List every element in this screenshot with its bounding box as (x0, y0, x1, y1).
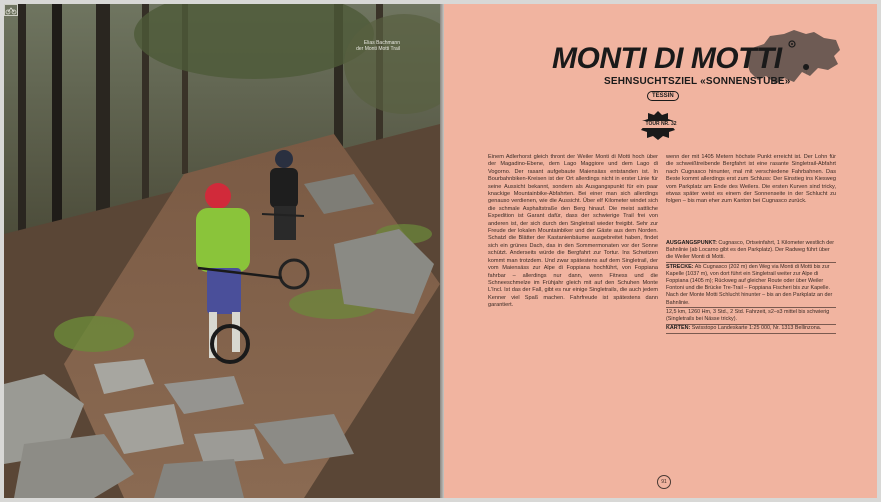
article-subtitle: SEHNSUCHTSZIEL «SONNENSTUBE» (604, 76, 791, 87)
photo-page (4, 4, 440, 498)
info-text: 12,5 km, 1260 Hm, 3 Std., 2 Std. Fahrzeit, s2–s3 mittel bis schwierig (Singletrails bei Nässe tricky). (666, 308, 830, 323)
article-page (444, 4, 877, 498)
tour-number-label: TOUR NR. 32 (640, 121, 682, 128)
article-title: MONTI DI MOTTI (552, 42, 782, 75)
info-text: Swisstopo Landeskarte 1:25 000, Nr. 1313 Bellinzona. (691, 325, 822, 332)
photo-credit-line-2: der Monti Motti Trail (356, 46, 400, 52)
info-text: Cugnasco, Ortseinfahrt, 1 Kilometer westlich der Bahnlinie (ab Locarno gibt es den Parkplatz). Der Radweg führt über die Weiler Monti di Motti. (666, 240, 835, 261)
article-column-left (488, 154, 658, 311)
info-row-stats (666, 309, 836, 325)
photo-credit-line-1: Elias Bachmann (363, 40, 400, 46)
info-label: AUSGANGSPUNKT: (666, 240, 717, 246)
info-label: STRECKE: (666, 263, 694, 270)
info-text: Ab Cugnasco (202 m) den Weg via Monti di Motti bis zur Kapelle (1037 m), von dort führt ein Singletrail weiter zur Alpe di Foppiana (1405 m); Rückweg auf gleicher Route oder über Weiler Fontoni und die Brücke Tre-Trail – Foppiana Fischeri bis zur Kapelle. Nach der Monte Motti Schlucht hinunter – bis an den Parkplatz an der Bahnlinie. (666, 263, 833, 306)
bikers-photo (4, 4, 440, 498)
info-row-maps (666, 325, 836, 334)
bike-logo-icon (4, 4, 18, 16)
info-row-route (666, 264, 836, 309)
region-tag: TESSIN (647, 91, 679, 101)
article-paragraph: Einem Adlerhorst gleich thront der Weiler Monti di Motti hoch über der Magadino-Ebene, dem Lago Maggiore und dem Lago di Vogorno. Der rasant aufgebaute Maiensäss entstanden ist. In Bourbahnbiken-Kreisen ist der Ort allerdings nicht in erster Linie für seine Aussicht bekannt, sondern als Ausgangspunkt für ein paar knackige Mountainbike-Abfahrten. Bei einer man sich allerdings genauso verdienen, wie die Aussicht. Über elf Kilometer windet sich die schmale Asphaltstraße den Berg hinauf. Die meist sattliche Expedition ist Garant dafür, dass der schwierige Trail frei von anderen ist, der sich durch den Singletrail wieder freigibt. Sehr zur Freude der lokalen Mountainbiker und der Gäste aus dem Norden. Schatzl die Blätter der Kastanienbäume ausgebreitet haben, findet sich ein grünes Dach, das in den Sommermonaten vor der Sonne schützt. Anderseits würde die Bergfahrt zur Tortur. Ins Schwitzen kommt man trotzdem. Und zwar spätestens auf dem Singletrail, der vom Maiensäss zur Alpe di Foppiana hochführt, von Foppiana fahrbar – allerdings nur dann, wenn Fitness und die Schneeschmelze im Frühjahr gleich mit auf den Schuhen Monte L'Incl. Ist das der Fall, gibt es nur einige Singletrails, die auch jedem Kenner viel Spaß machen. Fahrfreude ist spätestens dann garantiert. (488, 154, 658, 309)
article-column-right (666, 154, 836, 207)
page-number: 91 (657, 475, 671, 489)
photo-credit (356, 40, 400, 52)
article-paragraph: wenn der mit 1405 Metern höchste Punkt erreicht ist. Der Lohn für die schweißtreibende Bergfahrt ist eine rasante Singletrail-Abfahrt nach Cugnasco hinunter, mal mit verschiedene Fahrbahnen. Das Beste kommt allerdings erst zum Schluss: Der Einstieg ins Kiesweg vom Parkplatz am Ende des Weilers. Die ersten Kurven sind tricky, etwas später weist es einem der Sonnenseite in der Schlucht zu folgen – bis man eher zum Kanton bei Cugnasco zurück. (666, 154, 836, 205)
info-row-start (666, 240, 836, 263)
info-label: KARTEN: (666, 325, 691, 332)
tour-info-box (666, 240, 836, 334)
